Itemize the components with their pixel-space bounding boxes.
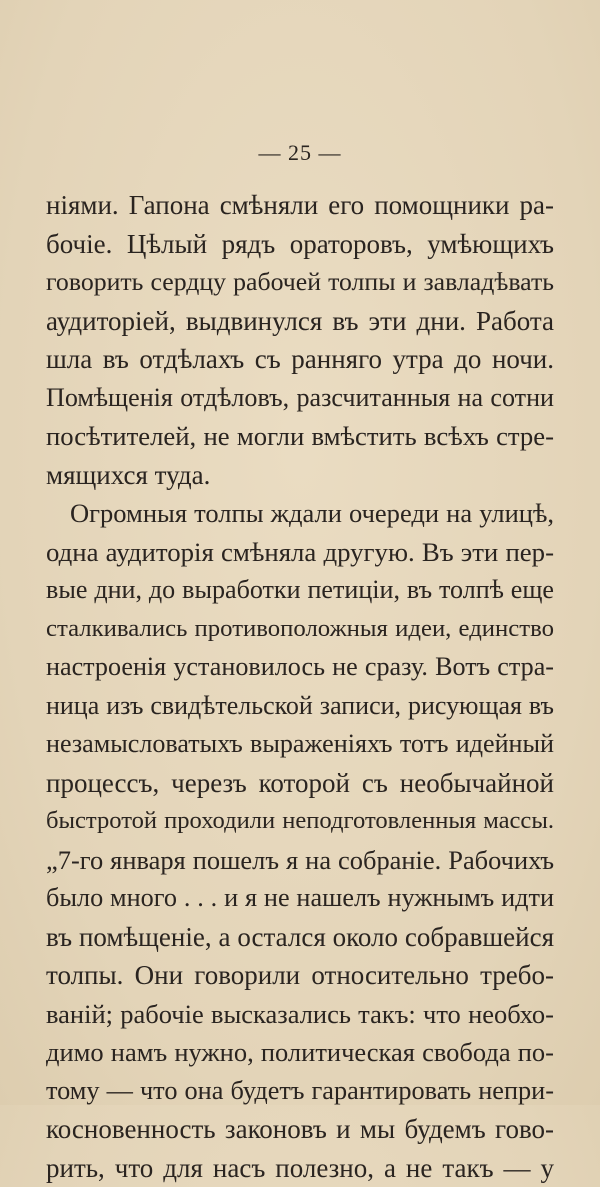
text-line: „7-го января пошелъ я на собраніе. Рабочихъ <box>46 841 554 880</box>
body-text <box>46 186 554 1187</box>
text-line: одна аудиторія смѣняла другую. Въ эти пер- <box>46 533 554 572</box>
text-line: процессъ, черезъ которой съ необычайной <box>46 764 554 803</box>
text-line: тому — что она будетъ гарантировать непри- <box>46 1072 554 1111</box>
text-line: посѣтителей, не могли вмѣстить всѣхъ стре- <box>46 417 554 456</box>
text-line: косновенность законовъ и мы будемъ гово- <box>46 1110 554 1149</box>
text-line: говорить сердцу рабочей толпы и завладѣвать <box>46 263 554 302</box>
text-line: въ помѣщеніе, а остался около собравшейся <box>46 918 554 957</box>
text-line: шла въ отдѣлахъ съ ранняго утра до ночи. <box>46 340 554 379</box>
text-line: толпы. Они говорили относительно требо- <box>46 956 554 995</box>
text-line: вые дни, до выработки петиціи, въ толпѣ еще <box>46 571 554 610</box>
text-line: ваній; рабочіе высказались такъ: что необхо- <box>46 995 554 1034</box>
text-line: было много . . . и я не нашелъ нужнымъ идти <box>46 879 554 918</box>
text-line: ніями. Гапона смѣняли его помощники ра- <box>46 186 554 225</box>
text-line: настроенія установилось не сразу. Вотъ стра- <box>46 648 554 687</box>
text-line: аудиторіей, выдвинулся въ эти дни. Работа <box>46 302 554 341</box>
page-number: — 25 — <box>0 140 600 166</box>
text-line: бочіе. Цѣлый рядъ ораторовъ, умѣющихъ <box>46 225 554 264</box>
text-line: быстротой проходили неподготовленныя массы. <box>46 802 554 841</box>
text-line: незамысловатыхъ выраженіяхъ тотъ идейный <box>46 725 554 764</box>
text-line: мящихся туда. <box>46 456 554 495</box>
text-line: Помѣщенія отдѣловъ, разсчитанныя на сотни <box>46 379 554 418</box>
text-line: димо намъ нужно, политическая свобода по- <box>46 1033 554 1072</box>
text-line: ница изъ свидѣтельской записи, рисующая въ <box>46 687 554 726</box>
text-line: сталкивались противоположныя идеи, единство <box>46 610 554 649</box>
text-line: рить, что для насъ полезно, а не такъ — у <box>46 1149 554 1187</box>
text-line: Огромныя толпы ждали очереди на улицѣ, <box>46 494 554 533</box>
